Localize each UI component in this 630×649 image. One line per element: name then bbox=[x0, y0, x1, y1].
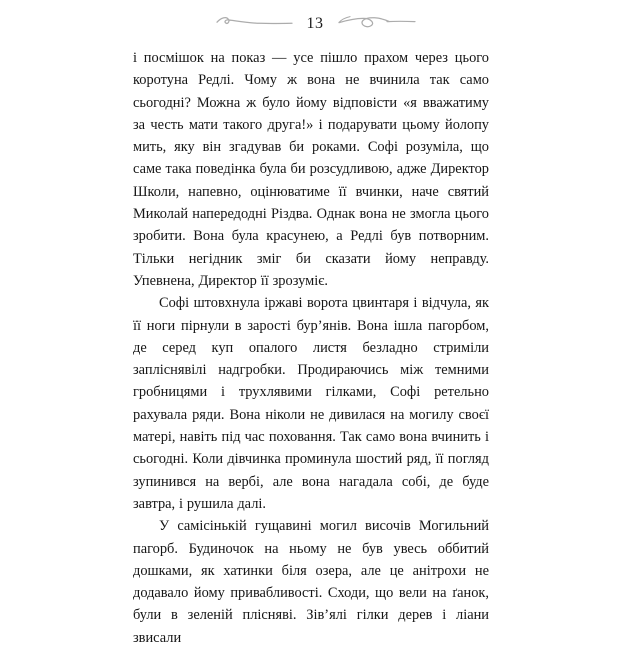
paragraph: Софі штовхнула іржаві ворота цвинтаря і відчула, як її ноги пірнули в зарості бур’янів. Вона ішла пагорбом, де серед куп опалого листя безладно стриміли запліснявілі надгробки. Продираючись між темними гробницями і трухлявими гілками, Софі ретельно рахувала ряди. Вона ніколи не дивилася на могилу своєї матері, навіть під час поховання. Так само вона вчинить і сьогодні. Коли дівчинка проминула шостий ряд, її погляд зупинився на вербі, але вона нагадала собі, де буде завтра, і рушила далі. bbox=[133, 295, 489, 512]
page-text-block bbox=[133, 47, 489, 649]
paragraph: У самісінькій гущавині могил височів Могильний пагорб. Будиночок на ньому не був увесь оббитий дошками, як хатинки біля озера, але це анітрохи не додавало йому привабливості. Сходи, що вели на ґанок, були в зеленій пліснявi. Зів’ялі гілки дерев і ліани звисали bbox=[133, 518, 489, 646]
page-header bbox=[0, 6, 630, 40]
paragraph: і посмішок на показ — усе пішло прахом через цього коротуна Редлі. Чому ж вона не вчинила так само сьогодні? Можна ж було йому відповісти «я вважатиму за честь мати такого друга!» і подарувати цьому йолопу мить, яку він згадував би роками. Софі розуміла, що саме така поведінка була би розсудливою, адже Директор Школи, напевно, оцінюватиме її вчинки, наче святий Миколай напередодні Різдва. Однак вона не змогла цього зробити. Вона була красунею, а Редлі був потворним. Тільки негідник зміг би сказати йому неправду. Упевнена, Директор її зрозуміє. bbox=[133, 50, 489, 289]
page-number: 13 bbox=[306, 15, 324, 32]
flourish-right-icon bbox=[338, 10, 416, 37]
flourish-left-icon bbox=[215, 10, 293, 37]
